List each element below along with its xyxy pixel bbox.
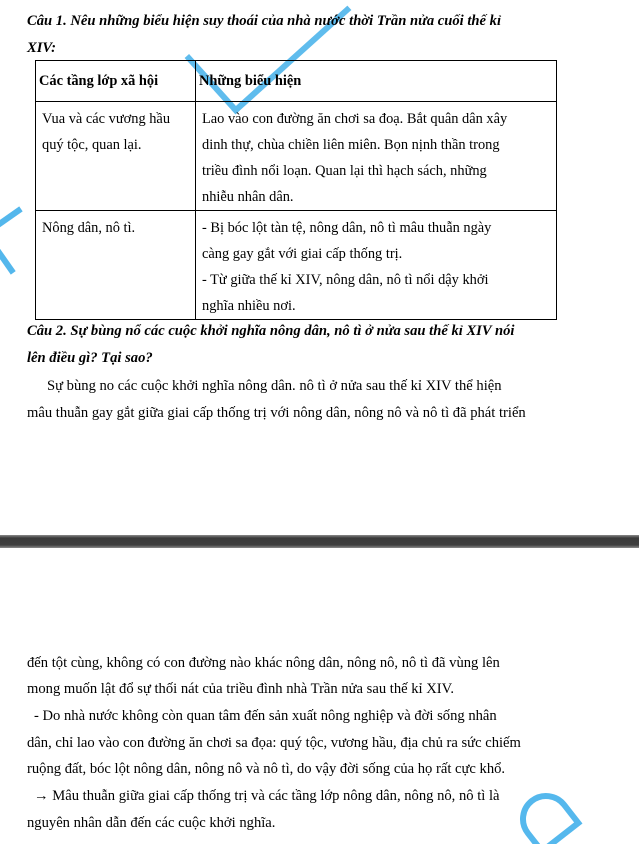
- table-cell-group: [36, 102, 196, 211]
- question-2-line-2: lên điều gì? Tại sao?: [27, 350, 153, 366]
- watermark-mark: [510, 783, 583, 844]
- cell-text: - Bị bóc lột tàn tệ, nông dân, nô tì mâu thuẫn ngày: [202, 220, 492, 236]
- body-line: đến tột cùng, không có con đường nào khác nông dân, nông nô, nô tì đã vùng lên: [27, 655, 500, 671]
- table-header-cell: Những biểu hiện: [196, 61, 557, 102]
- body-line: ruộng đất, bóc lột nông dân, nông nô và nô tì, do vậy đời sống của họ rất cực khổ.: [27, 761, 506, 777]
- cell-text: càng gay gắt với giai cấp thống trị.: [202, 246, 403, 262]
- table-row: [36, 211, 557, 320]
- body-line: nguyên nhân dẫn đến các cuộc khởi nghĩa.: [27, 815, 276, 831]
- social-classes-table: [35, 60, 557, 320]
- cell-text: nhiễu nhân dân.: [202, 189, 294, 205]
- cell-text: Nông dân, nô tì.: [42, 220, 136, 236]
- table-cell-group: [36, 211, 196, 320]
- cell-text: triều đình nổi loạn. Quan lại thì hạch sách, những: [202, 163, 487, 179]
- cell-text: Vua và các vương hầu: [42, 111, 171, 127]
- cell-text: quý tộc, quan lại.: [42, 137, 142, 153]
- question-1-line-2: XIV:: [27, 40, 56, 56]
- table-header-row: [36, 61, 557, 102]
- table-header-cell: Các tầng lớp xã hội: [36, 61, 196, 102]
- table-cell-description: [196, 102, 557, 211]
- document-page-2: [0, 548, 639, 844]
- cell-text: nghĩa nhiều nơi.: [202, 298, 296, 314]
- question-1-line-1: Câu 1. Nêu những biểu hiện suy thoái của nhà nước thời Trần nửa cuối thế kỉ: [27, 13, 502, 29]
- cell-text: Lao vào con đường ăn chơi sa đoạ. Bắt quân dân xây: [202, 111, 508, 127]
- body-line: dân, chỉ lao vào con đường ăn chơi sa đọa: quý tộc, vương hầu, địa chủ ra sức chiếm: [27, 735, 521, 751]
- answer-line-1: Sự bùng no các cuộc khởi nghĩa nông dân. nô tì ở nửa sau thế kỉ XIV thể hiện: [47, 378, 502, 394]
- answer-line-2: mâu thuẫn gay gắt giữa giai cấp thống trị với nông dân, nông nô và nô tì đã phát triển: [27, 405, 526, 421]
- cell-text: dinh thự, chùa chiền liên miên. Bọn nịnh thần trong: [202, 137, 500, 153]
- table-cell-description: [196, 211, 557, 320]
- cell-text: - Từ giữa thế kỉ XIV, nông dân, nô tì nổi dậy khởi: [202, 272, 489, 288]
- question-2-line-1: Câu 2. Sự bùng nổ các cuộc khởi nghĩa nông dân, nô tì ở nửa sau thế kỉ XIV nói: [27, 323, 515, 339]
- body-line: mong muốn lật đổ sự thối nát của triều đình nhà Trần nửa sau thế kỉ XIV.: [27, 681, 454, 697]
- table-row: [36, 102, 557, 211]
- page-separator: [0, 535, 639, 548]
- body-line: → Mâu thuẫn giữa giai cấp thống trị và các tầng lớp nông dân, nông nô, nô tì là: [34, 788, 500, 804]
- body-line: - Do nhà nước không còn quan tâm đến sản xuất nông nghiệp và đời sống nhân: [34, 708, 497, 724]
